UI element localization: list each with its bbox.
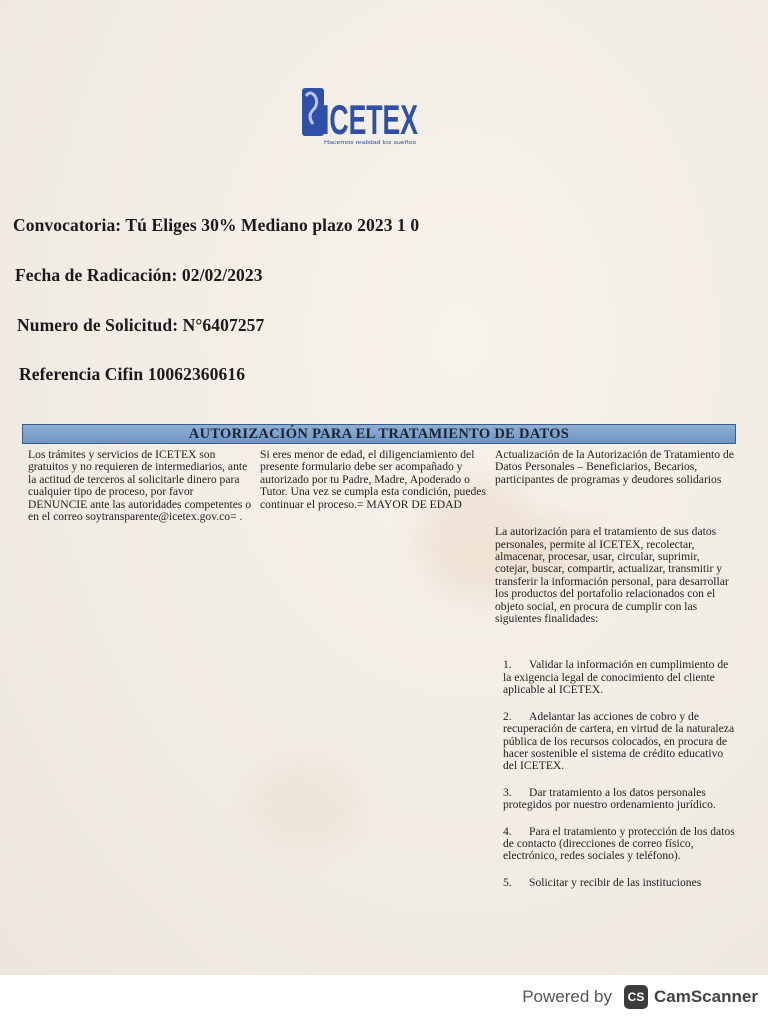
camscanner-name: CamScanner [654, 987, 758, 1006]
powered-by-label: Powered by [522, 987, 612, 1006]
numero-solicitud-line: Numero de Solicitud: N°6407257 [17, 315, 265, 335]
list-item: 2. Adelantar las acciones de cobro y de recuperación de cartera, en virtud de la naturaleza pública de los recursos colocados, en procura de hacer sostenible el sistema de crédito educativo del ICETEX. [503, 709, 735, 773]
icetex-logo [300, 84, 422, 152]
camscanner-watermark-bar [0, 975, 768, 1024]
authorization-intro: La autorización para el tratamiento de sus datos personales, permite al ICETEX, recolectar, almacenar, procesar, usar, circular, suprimir, cotejar, buscar, compartir, actualizar, transmitir y transferir la información personal, para desarrollar los productos del portafolio relacionados con el objeto social, en procura de cumplir con las siguientes finalidades: [495, 525, 729, 626]
camscanner-icon: CS [624, 985, 648, 1009]
authorization-title: Actualización de la Autorización de Tratamiento de Datos Personales – Beneficiarios, Becarios, participantes de programas y deudores solidarios [495, 448, 734, 486]
column-minor-notice [260, 449, 492, 511]
section-header: AUTORIZACIÓN PARA EL TRATAMIENTO DE DATOS [22, 424, 736, 444]
referencia-cifin-line: Referencia Cifin 10062360616 [19, 364, 246, 384]
paper-stain [250, 760, 360, 850]
list-item: 5. Solicitar y recibir de las instituciones [503, 875, 702, 889]
logo-wordmark: ICETEX [322, 96, 418, 143]
list-item: 1. Validar la información en cumplimiento de la exigencia legal de conocimiento del cliente aplicable al ICETEX. [503, 658, 729, 697]
list-item: 4. Para el tratamiento y protección de los datos de contacto (direcciones de correo físico, electrónico, redes sociales y teléfono). [503, 824, 735, 863]
convocatoria-line: Convocatoria: Tú Eliges 30% Mediano plazo 2023 1 0 [13, 215, 420, 235]
fecha-radicacion-line: Fecha de Radicación: 02/02/2023 [15, 265, 263, 285]
gratuity-notice-text: Los trámites y servicios de ICETEX son gratuitos y no requieren de intermediarios, ante la actitud de terceros al solicitarle dinero para cualquier tipo de proceso, por favor DENUNCIE ante las autoridades competentes o en el correo soytransparente@icetex.gov.co= . [28, 448, 252, 524]
column-authorization [495, 449, 735, 903]
minor-notice-text: Si eres menor de edad, el diligenciamiento del presente formulario debe ser acompañado y autorizado por tu Padre, Madre, Apoderado o Tutor. Una vez se cumpla esta condición, puedes continuar el proceso.= MAYOR DE EDAD [260, 448, 486, 511]
purposes-list [495, 659, 735, 889]
column-gratuity-notice [28, 449, 252, 523]
list-item: 3. Dar tratamiento a los datos personales protegidos por nuestro ordenamiento jurídico. [503, 785, 716, 812]
logo-tagline: Hacemos realidad los sueños [324, 140, 417, 146]
